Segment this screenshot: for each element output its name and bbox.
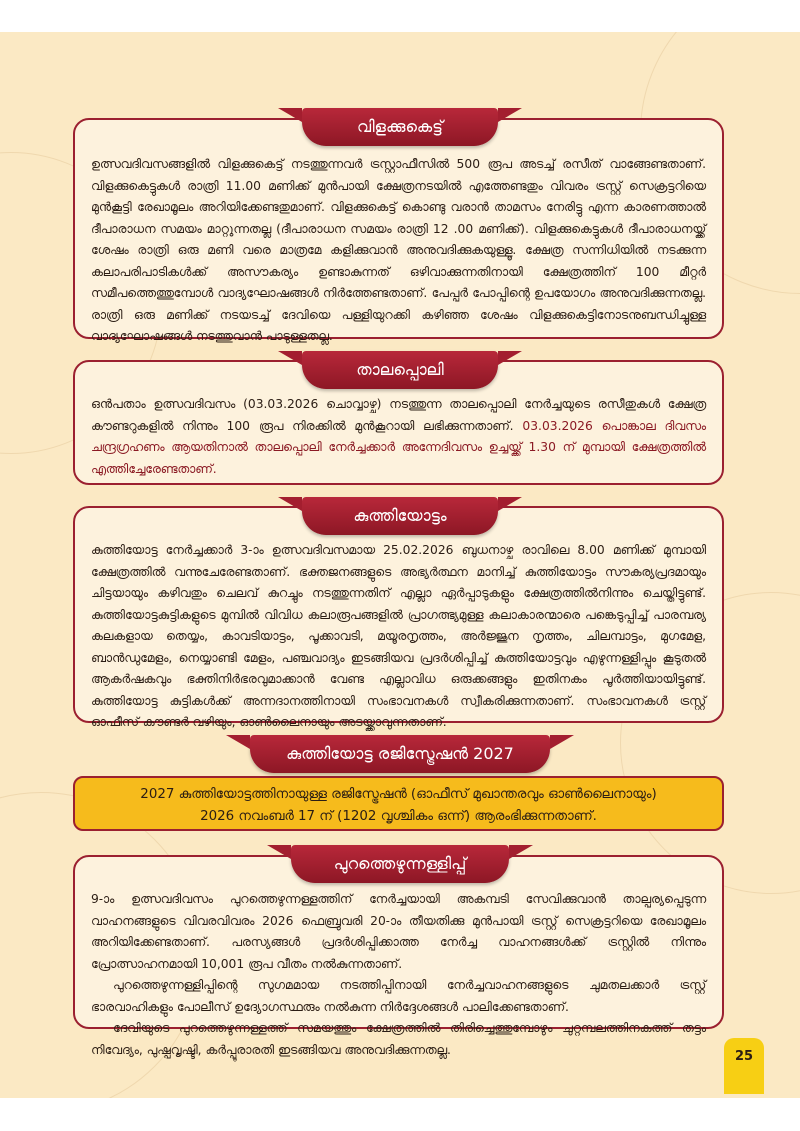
thalappoli-text: ഒൻപതാം ഉത്സവദിവസം (03.03.2026 ചൊവ്വാഴ്ച) നടത്തുന്ന താലപ്പൊലി നേർച്ചയുടെ രസീതുകൾ ക്ഷേത്ര കൗണ്ടറുകളിൽ നിന്നും 100 രൂപ നിരക്കിൽ മുൻകൂറായി ലഭിക്കുന്നതാണ്. xyxy=(91,397,706,433)
registration-line-2: 2026 നവംബർ 17 ന് (1202 വൃശ്ചികം ഒന്ന്) ആരംഭിക്കുന്നതാണ്. xyxy=(200,809,597,824)
section-kuthiyottam xyxy=(73,506,724,729)
section-title-thalappoli: താലപ്പൊലി xyxy=(302,351,498,389)
thalappoli-highlight-text: 03.03.2026 പൊങ്കാല ദിവസം ചന്ദ്രഗ്രഹണം ആയതിനാൽ താലപ്പൊലി നേർച്ചക്കാർ അന്നേദിവസം ഉച്ചയ്ക്ക് 1.30 ന് മുമ്പായി ക്ഷേത്രത്തിൽ എത്തിച്ചേരേണ്ടതാണ്. xyxy=(91,418,706,476)
paragraph-3: ദേവിയുടെ പുറത്തെഴുന്നള്ളത്ത് സമയത്തും ക്ഷേത്രത്തിൽ തിരിച്ചെത്തുമ്പോഴും ചുറ്റമ്പലത്തിനകത്ത് തട്ടം നിവേദ്യം, പുഷ്പവൃഷ്ടി, കർപ്പൂരാരതി ഇടങ്ങിയവ അനുവദിക്കുന്നതല്ല. xyxy=(91,1021,706,1057)
registration-line-1: 2027 കുത്തിയോട്ടത്തിനായുള്ള രജിസ്ട്രേഷൻ (ഓഫീസ് മുഖാന്തരവും ഓൺലൈനായും) xyxy=(140,787,657,802)
section-body xyxy=(75,857,722,1061)
section-body: കുത്തിയോട്ട നേർച്ചക്കാർ 3-ാം ഉത്സവദിവസമായ 25.02.2026 ബുധനാഴ്ച രാവിലെ 8.00 മണിക്ക് മുമ്പായി ക്ഷേത്രത്തിൽ വന്നുചേരേണ്ടതാണ്. ഭക്തജനങ്ങളുടെ അഭ്യർത്ഥന മാനിച്ച് കുത്തിയോട്ടം സൗകര്യപ്രദമായും ചിട്ടയായും കഴിവതും ചെലവ് കുറച്ചും നടത്തുന്നതിന് എല്ലാ ഏർപ്പാടുകളും ക്ഷേത്രത്തിൽനിന്നും ചെയ്തിട്ടുണ്ട്. കുത്തിയോട്ടകുട്ടികളുടെ മുമ്പിൽ വിവിധ കലാരൂപങ്ങളിൽ പ്രാഗത്ഭ്യമുള്ള കലാകാരന്മാരെ പങ്കെടുപ്പിച്ച് പാരമ്പര്യ കലകളായ തെയ്യം, കാവടിയാട്ടം, പൂക്കാവടി, മയൂരനൃത്തം, അർജ്ജുന നൃത്തം, ചിലമ്പാട്ടം, മുഗമേള, ബാൻഡുമേളം, നെയ്യാണ്ടി മേളം, പഞ്ചവാദ്യം ഇടങ്ങിയവ പ്രദർശിപ്പിച്ച് കുത്തിയോട്ടവും എഴുന്നള്ളിപ്പും കൂടുതൽ ആകർഷകവും ഭക്തിനിർഭരവുമാക്കാൻ വേണ്ട എല്ലാവിധ ഒരുക്കങ്ങളും ഇതിനകം പൂർത്തിയായിട്ടുണ്ട്. കുത്തിയോട്ട കുട്ടികൾക്ക് അന്നദാനത്തിനായി സംഭാവനകൾ സ്വീകരിക്കുന്നതാണ്. സംഭാവനകൾ ട്രസ്റ്റ് ഓഫീസ് കൗണ്ടർ വഴിയും, ഓൺലൈനായും അടയ്ക്കാവുന്നതാണ്. xyxy=(91,543,706,729)
section-title-registration: കുത്തിയോട്ട രജിസ്ട്രേഷൻ 2027 xyxy=(250,735,550,773)
section-title-kuthiyottam: കുത്തിയോട്ടം xyxy=(302,497,498,535)
section-title-purathezhunnallippu: പുറത്തെഴുന്നള്ളിപ്പ് xyxy=(291,845,509,883)
section-body: ഉത്സവദിവസങ്ങളിൽ വിളക്കുകെട്ട് നടത്തുന്നവർ ട്രസ്റ്റാഫീസിൽ 500 രൂപ അടച്ച് രസീത് വാങ്ങേണ്ടതാണ്. വിളക്കുകെട്ടുകൾ രാത്രി 11.00 മണിക്ക് മുൻപായി ക്ഷേത്രനടയിൽ എത്തേണ്ടതും വിവരം ട്രസ്റ്റ് സെക്രട്ടറിയെ മുൻകൂട്ടി രേഖാമൂലം അറിയിക്കേണ്ടതുമാണ്. വിളക്കുകെട്ട് കൊണ്ടു വരാൻ താമസം നേരിട്ടു എന്ന കാരണത്താൽ ദീപാരാധന സമയം മാറ്റുന്നതല്ല (ദീപാരാധന സമയം രാത്രി 12 .00 മണിക്ക്). വിളക്കുകെട്ടുകൾ ദീപാരാധനയ്ക്ക് ശേഷം രാത്രി ഒരു മണി വരെ മാത്രമേ കളിക്കുവാൻ അനുവദിക്കുകയുള്ളൂ. ക്ഷേത്ര സന്നിധിയിൽ നടക്കുന്ന കലാപരിപാടികൾക്ക് അസൗകര്യം ഉണ്ടാകുന്നത് ഒഴിവാക്കുന്നതിനായി ക്ഷേത്രത്തിന് 100 മീറ്റർ സമീപത്തെത്തുമ്പോൾ വാദ്യഘോഷങ്ങൾ നിർത്തേണ്ടതാണ്. പേപ്പർ പോപ്പിന്റെ ഉപയോഗം അനുവദിക്കുന്നതല്ല. രാത്രി ഒരു മണിക്ക് നടയടച്ച് ദേവിയെ പള്ളിയുറക്കി കഴിഞ്ഞ ശേഷം വിളക്കുകെട്ടിനോടനുബന്ധിച്ചുള്ള വാദ്യഘോഷങ്ങൾ നടത്തുവാൻ പാടുള്ളതല്ല. xyxy=(91,157,706,343)
paragraph-1: 9-ാം ഉത്സവദിവസം പുറത്തെഴുന്നള്ളത്തിന് നേർച്ചയായി അകമ്പടി സേവിക്കുവാൻ താല്പര്യപ്പെടുന്ന വാഹനങ്ങളുടെ വിവരവിവരം 2026 ഫെബ്രുവരി 20-ാം തീയതിക്കു മുൻപായി ട്രസ്റ്റ് സെക്രട്ടറിയെ രേഖാമൂലം അറിയിക്കേണ്ടതാണ്. പരസ്യങ്ങൾ പ്രദർശിപ്പിക്കാത്ത നേർച്ച വാഹനങ്ങൾക്ക് ട്രസ്റ്റിൽ നിന്നും പ്രോത്സാഹനമായി 10,001 രൂപ വീതം നൽകുന്നതാണ്. xyxy=(91,892,706,971)
paragraph-2: പുറത്തെഴുന്നള്ളിപ്പിന്റെ സുഗമമായ നടത്തിപ്പിനായി നേർച്ചവാഹനങ്ങളുടെ ചുമതലക്കാർ ട്രസ്റ്റ് ഭാരവാഹികളും പോലീസ് ഉദ്യോഗസ്ഥരും നൽകുന്ന നിർദ്ദേശങ്ങൾ പാലിക്കേണ്ടതാണ്. xyxy=(91,978,706,1014)
page-number: 25 xyxy=(724,1038,764,1094)
section-vilakkukettu xyxy=(73,118,724,343)
registration-banner xyxy=(73,776,724,831)
section-title-vilakkukettu: വിളക്കുകെട്ട് xyxy=(302,108,498,146)
